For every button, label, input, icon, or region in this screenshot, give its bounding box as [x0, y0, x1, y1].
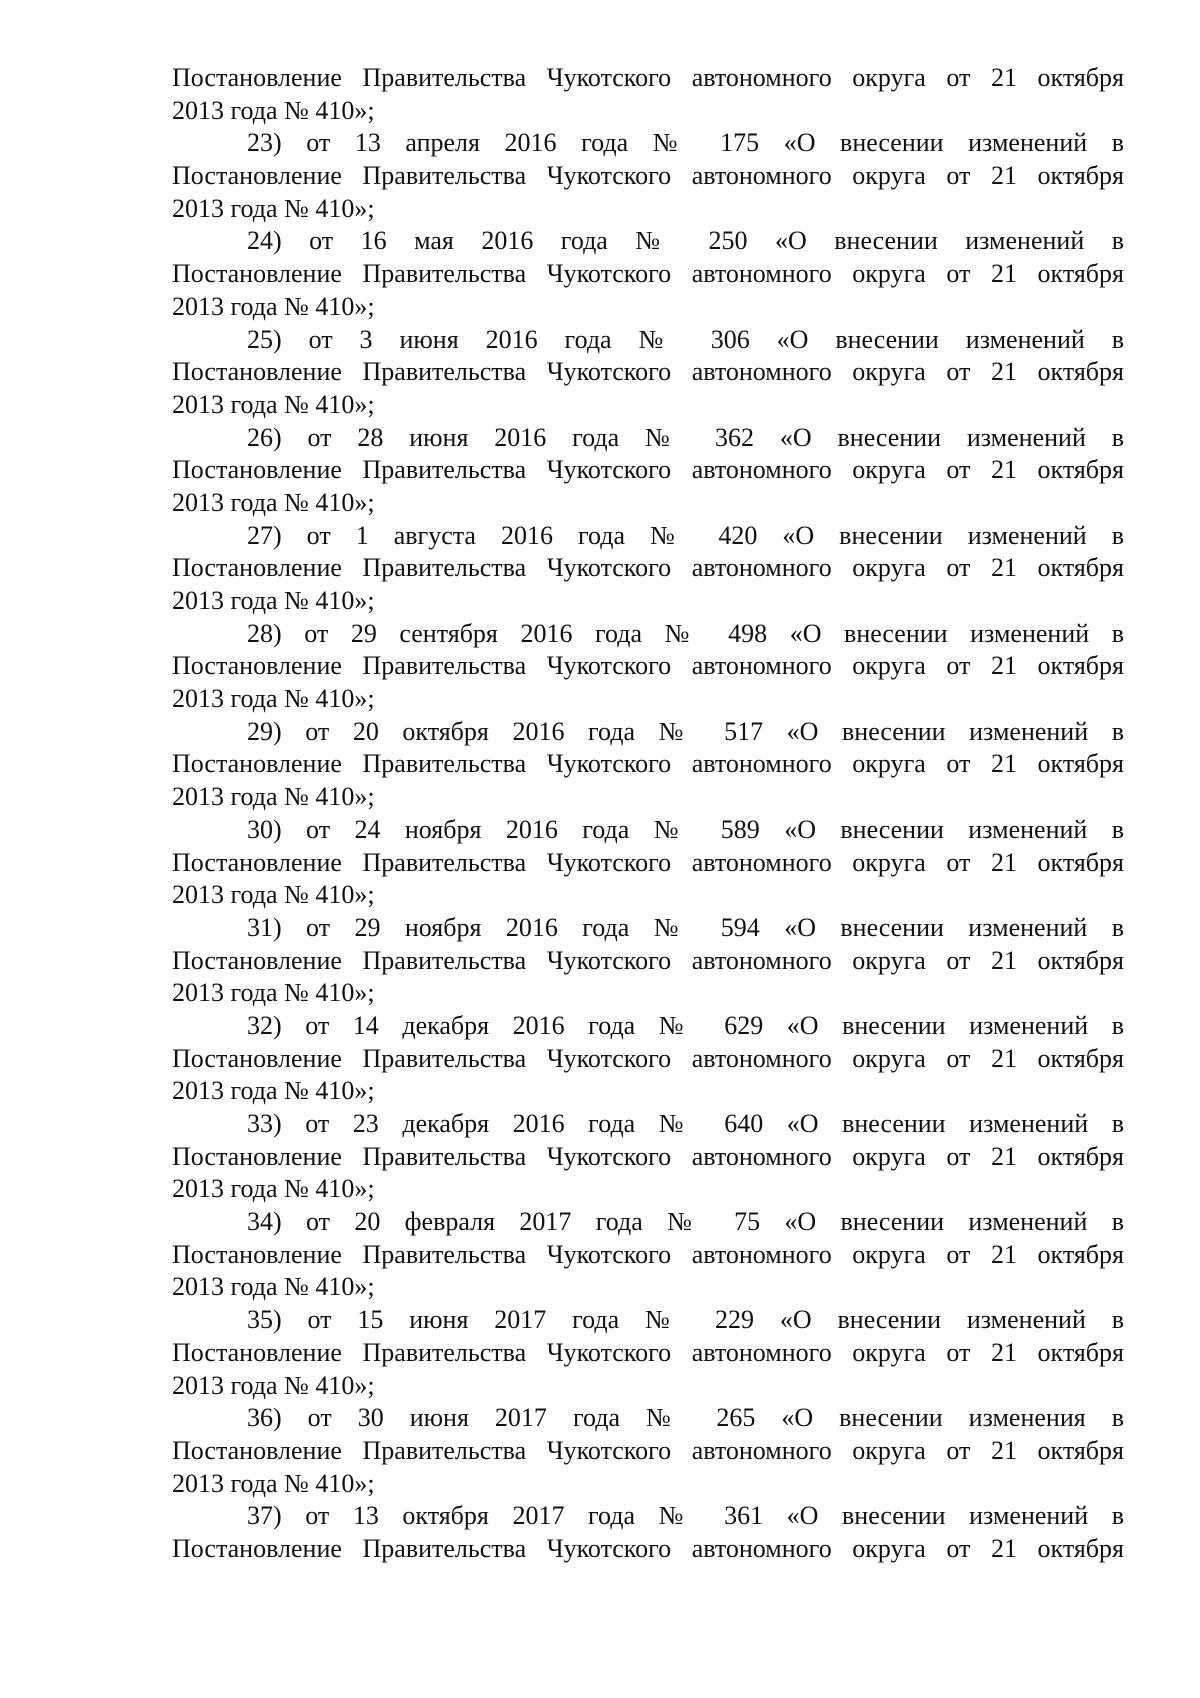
list-item-line: 2013 года № 410»;	[172, 389, 375, 419]
list-item-first-line: 27) от 1 августа 2016 года № 420 «О внесении изменений в	[247, 520, 1124, 550]
list-item-35	[172, 1304, 1124, 1402]
list-item-29	[172, 716, 1124, 814]
list-item-first-line: 28) от 29 сентября 2016 года № 498 «О внесении изменений в	[247, 618, 1124, 648]
list-item-line: Постановление Правительства Чукотского автономного округа от 21 октября	[172, 847, 1124, 877]
list-item-36	[172, 1402, 1124, 1500]
list-item-first-line: 37) от 13 октября 2017 года № 361 «О внесении изменений в	[247, 1501, 1124, 1531]
list-item-first-line: 25) от 3 июня 2016 года № 306 «О внесении изменений в	[247, 324, 1124, 354]
list-item-26	[172, 422, 1124, 520]
continuation-line: 2013 года № 410»;	[172, 95, 375, 125]
list-item-line: Постановление Правительства Чукотского автономного округа от 21 октября	[172, 945, 1124, 975]
list-item-line: Постановление Правительства Чукотского автономного округа от 21 октября	[172, 1533, 1124, 1563]
list-item-line: Постановление Правительства Чукотского автономного округа от 21 октября	[172, 1337, 1124, 1367]
list-item-line: 2013 года № 410»;	[172, 1076, 375, 1106]
list-item-first-line: 26) от 28 июня 2016 года № 362 «О внесении изменений в	[247, 422, 1124, 452]
list-item-37	[172, 1500, 1124, 1565]
list-item-first-line: 30) от 24 ноября 2016 года № 589 «О внесении изменений в	[247, 814, 1124, 844]
list-item-first-line: 35) от 15 июня 2017 года № 229 «О внесении изменений в	[247, 1305, 1124, 1335]
list-item-line: 2013 года № 410»;	[172, 1468, 375, 1498]
continuation-line: Постановление Правительства Чукотского автономного округа от 21 октября	[172, 63, 1124, 92]
list-item-first-line: 36) от 30 июня 2017 года № 265 «О внесении изменения в	[247, 1403, 1124, 1433]
list-item-34	[172, 1206, 1124, 1304]
list-item-23	[172, 127, 1124, 225]
list-item-25	[172, 324, 1124, 422]
list-item-line: 2013 года № 410»;	[172, 978, 375, 1008]
list-item-31	[172, 912, 1124, 1010]
list-item-line: 2013 года № 410»;	[172, 1370, 375, 1400]
list-item-line: Постановление Правительства Чукотского автономного округа от 21 октября	[172, 357, 1124, 387]
list-item-line: 2013 года № 410»;	[172, 1174, 375, 1204]
list-item-line: 2013 года № 410»;	[172, 487, 375, 517]
list-item-line: Постановление Правительства Чукотского автономного округа от 21 октября	[172, 1435, 1124, 1465]
list-item-first-line: 33) от 23 декабря 2016 года № 640 «О внесении изменений в	[247, 1109, 1124, 1138]
list-item-line: 2013 года № 410»;	[172, 586, 375, 615]
list-item-24	[172, 225, 1124, 323]
list-item-line: Постановление Правительства Чукотского автономного округа от 21 октября	[172, 553, 1124, 583]
list-item-first-line: 34) от 20 февраля 2017 года № 75 «О внесении изменений в	[247, 1207, 1124, 1237]
list-item-32	[172, 1010, 1124, 1108]
list-item-first-line: 29) от 20 октября 2016 года № 517 «О внесении изменений в	[247, 716, 1124, 746]
list-item-line: Постановление Правительства Чукотского автономного округа от 21 октября	[172, 651, 1124, 681]
list-item-first-line: 32) от 14 декабря 2016 года № 629 «О внесении изменений в	[247, 1010, 1124, 1040]
list-item-line: 2013 года № 410»;	[172, 291, 375, 321]
list-item-line: 2013 года № 410»;	[172, 684, 375, 714]
list-item-line: Постановление Правительства Чукотского автономного округа от 21 октября	[172, 455, 1124, 485]
list-item-first-line: 24) от 16 мая 2016 года № 250 «О внесении изменений в	[247, 226, 1124, 256]
list-item-line: Постановление Правительства Чукотского автономного округа от 21 октября	[172, 1043, 1124, 1073]
list-item-line: Постановление Правительства Чукотского автономного округа от 21 октября	[172, 749, 1124, 779]
list-item-first-line: 31) от 29 ноября 2016 года № 594 «О внесении изменений в	[247, 912, 1124, 942]
list-item-first-line: 23) от 13 апреля 2016 года № 175 «О внесении изменений в	[247, 128, 1124, 158]
list-item-28	[172, 618, 1124, 716]
list-item-27	[172, 520, 1124, 618]
list-item-line: Постановление Правительства Чукотского автономного округа от 21 октября	[172, 1239, 1124, 1269]
list-item-33	[172, 1108, 1124, 1206]
list-item-line: 2013 года № 410»;	[172, 193, 375, 223]
list-item-line: Постановление Правительства Чукотского автономного округа от 21 октября	[172, 259, 1124, 289]
list-item-line: 2013 года № 410»;	[172, 782, 375, 812]
document-text	[172, 62, 1124, 1566]
list-item-line: Постановление Правительства Чукотского автономного округа от 21 октября	[172, 1141, 1124, 1171]
list-item-30	[172, 814, 1124, 912]
list-item-line: 2013 года № 410»;	[172, 1272, 375, 1302]
list-item-line: Постановление Правительства Чукотского автономного округа от 21 октября	[172, 161, 1124, 191]
list-item-line: 2013 года № 410»;	[172, 880, 375, 910]
